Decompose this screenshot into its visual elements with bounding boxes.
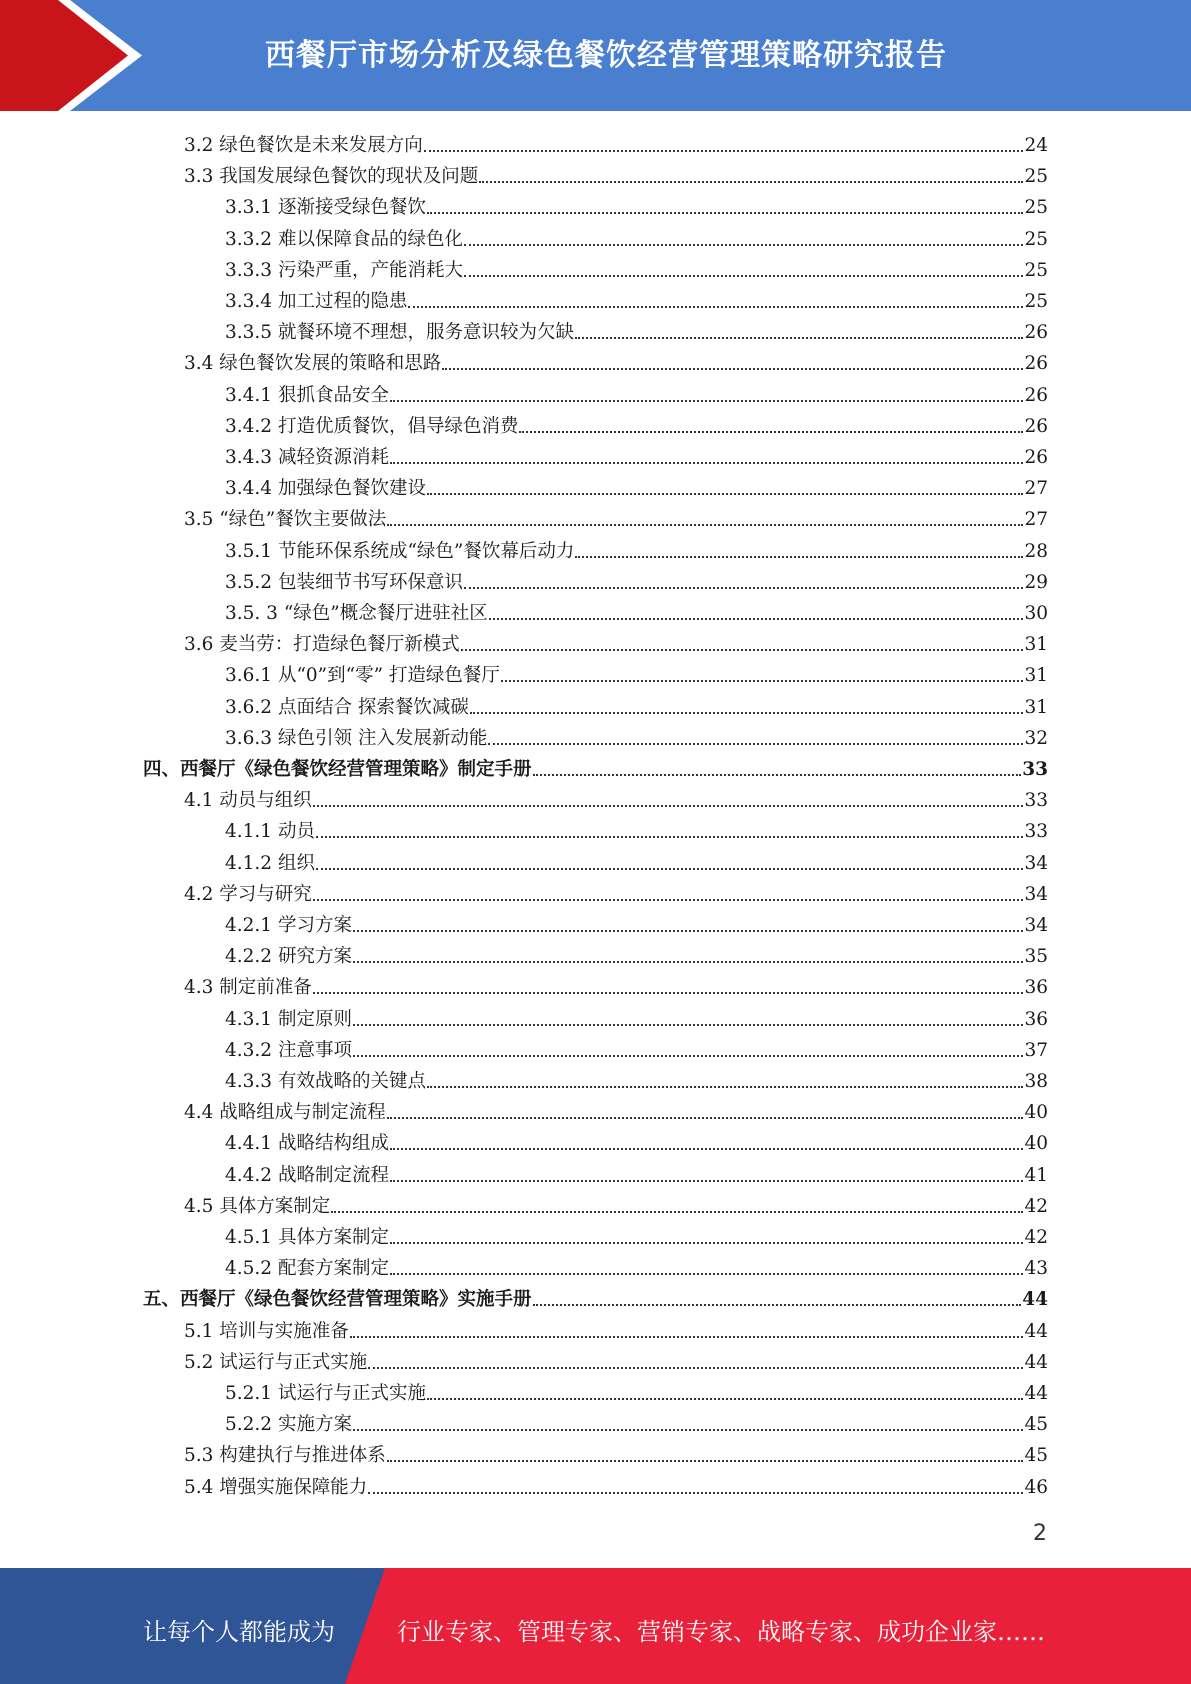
toc-entry-page: 33 <box>1022 759 1048 780</box>
toc-dot-leader <box>488 743 1023 745</box>
toc-entry-page: 34 <box>1024 852 1048 874</box>
toc-entry-title: 4.5.2 配套方案制定 <box>225 1258 389 1280</box>
toc-dot-leader <box>387 1460 1024 1462</box>
toc-entry[interactable] <box>184 875 1048 906</box>
toc-dot-leader <box>368 1367 1023 1369</box>
toc-entry-title: 4.1.2 组织 <box>225 852 315 874</box>
toc-dot-leader <box>501 680 1024 682</box>
toc-dot-leader <box>390 400 1023 402</box>
toc-dot-leader <box>575 337 1023 339</box>
toc-entry-page: 34 <box>1024 915 1048 936</box>
toc-entry[interactable] <box>143 1280 1048 1311</box>
toc-entry-page: 46 <box>1024 1476 1048 1498</box>
toc-entry[interactable] <box>225 313 1048 344</box>
toc-dot-leader <box>390 1148 1023 1150</box>
toc-entry-title: 3.5. 3 “绿色”概念餐厅进驻社区 <box>225 603 488 624</box>
toc-entry-title: 3.3.2 难以保障食品的绿色化 <box>225 228 463 250</box>
toc-entry[interactable] <box>225 906 1048 937</box>
toc-entry-title: 4.5.1 具体方案制定 <box>225 1227 389 1248</box>
toc-dot-leader <box>368 1492 1023 1494</box>
toc-dot-leader <box>353 961 1024 963</box>
toc-dot-leader <box>575 556 1023 558</box>
toc-entry-page: 44 <box>1024 1320 1048 1342</box>
toc-entry-page: 40 <box>1024 1102 1048 1124</box>
toc-dot-leader <box>353 1055 1024 1057</box>
toc-dot-leader <box>533 1304 1022 1306</box>
toc-entry-title: 3.3.1 逐渐接受绿色餐饮 <box>225 197 426 219</box>
toc-entry[interactable] <box>184 157 1048 188</box>
toc-dot-leader <box>353 1429 1024 1431</box>
toc-entry-page: 42 <box>1024 1227 1048 1248</box>
toc-entry-title: 5.2 试运行与正式实施 <box>184 1351 368 1373</box>
toc-entry-page: 30 <box>1024 603 1048 624</box>
toc-entry-title: 3.3.3 污染严重，产能消耗大 <box>225 259 463 281</box>
toc-entry[interactable] <box>225 1249 1048 1280</box>
toc-entry-page: 35 <box>1024 946 1048 968</box>
toc-entry[interactable] <box>225 937 1048 968</box>
toc-entry-title: 4.4 战略组成与制定流程 <box>184 1102 386 1124</box>
toc-dot-leader <box>533 774 1022 776</box>
toc-entry-title: 3.4 绿色餐饮发展的策略和思路 <box>184 353 442 375</box>
toc-entry[interactable] <box>225 688 1048 719</box>
toc-entry-page: 27 <box>1024 478 1048 500</box>
toc-dot-leader <box>427 1398 1023 1400</box>
toc-dot-leader <box>390 1273 1023 1275</box>
toc-entry[interactable] <box>225 532 1048 563</box>
toc-dot-leader <box>470 712 1024 714</box>
toc-entry-page: 33 <box>1024 821 1048 843</box>
toc-entry-page: 37 <box>1024 1039 1048 1061</box>
toc-dot-leader <box>353 930 1024 932</box>
toc-entry-title: 3.5.2 包装细节书写环保意识 <box>225 571 463 593</box>
toc-dot-leader <box>313 899 1024 901</box>
toc-entry-title: 4.4.1 战略结构组成 <box>225 1133 389 1155</box>
toc-entry[interactable] <box>225 594 1048 625</box>
toc-entry-page: 44 <box>1024 1351 1048 1373</box>
toc-entry[interactable] <box>225 656 1048 687</box>
toc-entry-page: 25 <box>1024 259 1048 281</box>
toc-entry-title: 4.4.2 战略制定流程 <box>225 1164 389 1186</box>
toc-entry-page: 31 <box>1024 634 1048 656</box>
toc-dot-leader <box>442 368 1023 370</box>
toc-dot-leader <box>464 275 1023 277</box>
toc-entry-title: 3.6.3 绿色引领 注入发展新动能 <box>225 727 488 749</box>
toc-entry-page: 26 <box>1024 353 1048 375</box>
page-number: 2 <box>1033 1521 1047 1546</box>
toc-entry-title: 3.3.5 就餐环境不理想，服务意识较为欠缺 <box>225 322 574 344</box>
toc-entry-title: 5.1 培训与实施准备 <box>184 1320 349 1342</box>
toc-entry[interactable] <box>184 625 1048 656</box>
toc-entry[interactable] <box>225 469 1048 500</box>
toc-entry[interactable] <box>225 220 1048 251</box>
toc-entry-title: 3.5 “绿色”餐饮主要做法 <box>184 509 387 531</box>
toc-entry[interactable] <box>225 1062 1048 1093</box>
toc-entry-title: 4.2.2 研究方案 <box>225 946 352 968</box>
toc-dot-leader <box>387 1117 1024 1119</box>
toc-entry-page: 33 <box>1024 790 1048 812</box>
toc-entry[interactable] <box>184 1436 1048 1467</box>
toc-entry[interactable] <box>225 812 1048 843</box>
toc-entry[interactable] <box>184 1468 1048 1499</box>
toc-entry-title: 4.3.3 有效战略的关键点 <box>225 1071 426 1092</box>
toc-entry[interactable] <box>225 251 1048 282</box>
toc-dot-leader <box>408 306 1023 308</box>
toc-dot-leader <box>313 805 1024 807</box>
toc-entry-title: 5.2.2 实施方案 <box>225 1414 352 1436</box>
toc-entry-page: 32 <box>1024 727 1048 749</box>
toc-entry-page: 26 <box>1024 384 1048 406</box>
toc-entry-title: 4.5 具体方案制定 <box>184 1195 331 1217</box>
toc-entry-title: 3.3.4 加工过程的隐患 <box>225 291 408 312</box>
toc-dot-leader <box>427 212 1023 214</box>
toc-entry-title: 3.4.3 减轻资源消耗 <box>225 447 389 468</box>
toc-dot-leader <box>427 493 1023 495</box>
toc-entry-title: 3.4.4 加强绿色餐饮建设 <box>225 478 426 500</box>
toc-entry-page: 26 <box>1024 322 1048 344</box>
toc-entry-page: 34 <box>1024 883 1048 905</box>
toc-entry[interactable] <box>184 126 1048 157</box>
toc-entry[interactable] <box>225 1156 1048 1187</box>
toc-entry-title: 五、西餐厅《绿色餐饮经营管理策略》实施手册 <box>143 1289 532 1311</box>
toc-dot-leader <box>464 587 1023 589</box>
toc-entry-page: 25 <box>1024 197 1048 219</box>
toc-entry[interactable] <box>225 563 1048 594</box>
toc-entry-page: 45 <box>1024 1414 1048 1436</box>
toc-dot-leader <box>331 1211 1023 1213</box>
toc-entry-page: 44 <box>1024 1383 1048 1404</box>
toc-entry-title: 3.5.1 节能环保系统成“绿色”餐饮幕后动力 <box>225 540 575 562</box>
toc-entry-page: 24 <box>1024 135 1048 156</box>
toc-entry-page: 25 <box>1024 228 1048 250</box>
toc-dot-leader <box>519 431 1023 433</box>
toc-entry-title: 5.2.1 试运行与正式实施 <box>225 1383 426 1404</box>
toc-entry[interactable] <box>225 282 1048 313</box>
document-title: 西餐厅市场分析及绿色餐饮经营管理策略研究报告 <box>265 38 947 73</box>
toc-entry[interactable] <box>184 968 1048 999</box>
toc-entry[interactable] <box>225 376 1048 407</box>
toc-entry-page: 44 <box>1022 1289 1048 1311</box>
toc-entry-title: 4.3.2 注意事项 <box>225 1039 352 1061</box>
toc-entry-title: 3.6.1 从“0”到“零” 打造绿色餐厅 <box>225 665 500 687</box>
toc-entry-title: 3.4.2 打造优质餐饮，倡导绿色消费 <box>225 415 519 437</box>
toc-entry[interactable] <box>184 1187 1048 1218</box>
toc-entry-page: 26 <box>1024 415 1048 437</box>
toc-entry-title: 3.6.2 点面结合 探索餐饮减碳 <box>225 696 469 718</box>
toc-dot-leader <box>390 1242 1023 1244</box>
toc-entry-title: 3.3 我国发展绿色餐饮的现状及问题 <box>184 166 479 188</box>
toc-dot-leader <box>479 181 1023 183</box>
toc-entry-title: 5.4 增强实施保障能力 <box>184 1476 368 1498</box>
toc-dot-leader <box>461 649 1024 651</box>
toc-entry[interactable] <box>225 1000 1048 1031</box>
toc-dot-leader <box>489 618 1024 620</box>
toc-entry-page: 25 <box>1024 291 1048 312</box>
toc-entry[interactable] <box>225 1218 1048 1249</box>
toc-entry-page: 36 <box>1024 977 1048 999</box>
footer-slogan-left: 让每个人都能成为 <box>143 1618 335 1646</box>
toc-entry[interactable] <box>225 844 1048 875</box>
toc-entry-page: 27 <box>1024 509 1048 531</box>
toc-entry-title: 四、西餐厅《绿色餐饮经营管理策略》制定手册 <box>143 759 532 780</box>
toc-entry-title: 4.3.1 制定原则 <box>225 1008 352 1030</box>
toc-entry-title: 3.2 绿色餐饮是未来发展方向 <box>184 135 423 156</box>
toc-entry-page: 40 <box>1024 1133 1048 1155</box>
toc-entry[interactable] <box>225 1031 1048 1062</box>
toc-dot-leader <box>316 836 1024 838</box>
toc-entry[interactable] <box>184 1312 1048 1343</box>
toc-dot-leader <box>464 244 1023 246</box>
toc-dot-leader <box>313 992 1024 994</box>
toc-entry[interactable] <box>225 438 1048 469</box>
toc-dot-leader <box>390 1180 1023 1182</box>
toc-entry[interactable] <box>184 1093 1048 1124</box>
toc-dot-leader <box>316 868 1024 870</box>
toc-entry-page: 38 <box>1024 1071 1048 1092</box>
toc-entry-page: 45 <box>1024 1445 1048 1467</box>
toc-entry[interactable] <box>184 344 1048 375</box>
toc-entry[interactable] <box>184 781 1048 812</box>
toc-entry-page: 41 <box>1024 1164 1048 1186</box>
toc-entry-page: 36 <box>1024 1008 1048 1030</box>
toc-entry-title: 4.2.1 学习方案 <box>225 915 352 936</box>
toc-dot-leader <box>387 524 1023 526</box>
toc-entry[interactable] <box>225 719 1048 750</box>
toc-entry-page: 28 <box>1024 540 1048 562</box>
toc-dot-leader <box>353 1024 1024 1026</box>
toc-dot-leader <box>390 462 1023 464</box>
toc-entry-title: 4.3 制定前准备 <box>184 977 312 999</box>
toc-entry-title: 3.6 麦当劳：打造绿色餐厅新模式 <box>184 634 460 656</box>
toc-entry-title: 4.2 学习与研究 <box>184 883 312 905</box>
toc-entry[interactable] <box>184 500 1048 531</box>
footer-slogan-right: 行业专家、管理专家、营销专家、战略专家、成功企业家…… <box>397 1618 1045 1646</box>
toc-entry-page: 25 <box>1024 166 1048 188</box>
toc-dot-leader <box>350 1336 1024 1338</box>
toc-entry-page: 43 <box>1024 1258 1048 1280</box>
toc-entry[interactable] <box>225 1374 1048 1405</box>
toc-dot-leader <box>427 1086 1023 1088</box>
page-header <box>0 0 1191 111</box>
toc-entry[interactable] <box>225 188 1048 219</box>
toc-entry-title: 4.1 动员与组织 <box>184 790 312 812</box>
toc-entry-title: 4.1.1 动员 <box>225 821 315 843</box>
toc-entry-title: 5.3 构建执行与推进体系 <box>184 1445 386 1467</box>
toc-entry-page: 31 <box>1024 696 1048 718</box>
toc-entry[interactable] <box>225 407 1048 438</box>
toc-entry-page: 29 <box>1024 571 1048 593</box>
toc-entry[interactable] <box>184 1343 1048 1374</box>
toc-entry-title: 3.4.1 狠抓食品安全 <box>225 384 389 406</box>
toc-entry[interactable] <box>225 1124 1048 1155</box>
toc-entry-page: 26 <box>1024 447 1048 468</box>
page-footer <box>0 1568 1191 1684</box>
toc-entry[interactable] <box>143 750 1048 781</box>
toc-entry[interactable] <box>225 1405 1048 1436</box>
toc-dot-leader <box>424 150 1024 152</box>
toc-entry-page: 31 <box>1024 665 1048 687</box>
toc-entry-page: 42 <box>1024 1195 1048 1217</box>
